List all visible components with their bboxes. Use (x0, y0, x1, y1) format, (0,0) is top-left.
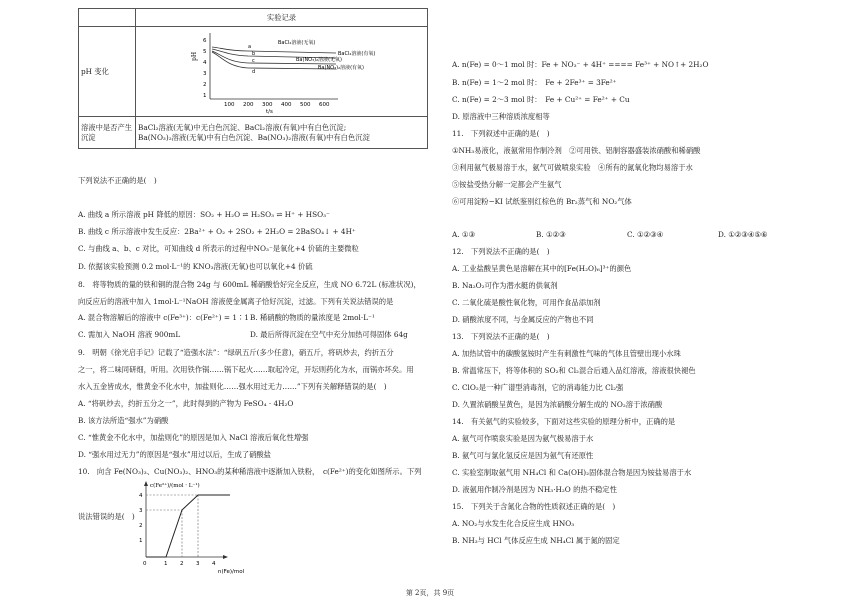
ph-xtick: 600 (319, 101, 330, 108)
fe-xtick: 4 (212, 561, 216, 567)
precipitate-row-label: 溶液中是否产生沉淀 (79, 117, 136, 149)
q11-option-a: A. ①③ (452, 230, 475, 239)
curve-label: BaCl₂溶液(有氧) (338, 50, 376, 57)
q11-item-3: ⑤铵盐受热分解一定都会产生氨气 (452, 180, 562, 189)
q15-option-a: A. NO₂与水发生化合反应生成 HNO₃ (452, 519, 575, 528)
ph-ylabel: pH (191, 51, 198, 61)
ph-xlabel: t/s (266, 108, 273, 115)
q11-option-c: C. ①②③④ (627, 230, 664, 239)
q14-option-b: B. 氨气可与氯化氢反应是因为氨气有还原性 (452, 451, 594, 460)
fe-xlabel: n(Fe)/mol (218, 569, 245, 575)
q9-line-2: 之一，将二味同研细，听用。次用铁作锅……锅下起火……取起冷定，开坛则药化为水，而锅亦坏矣。用 (78, 365, 414, 374)
q13-option-d: D. 久置浓硝酸呈黄色，是因为浓硝酸分解生成的 NO₂溶于浓硝酸 (452, 400, 663, 409)
fe-xtick: 1 (164, 561, 168, 567)
table-corner (79, 9, 136, 27)
q9-option-c: C. “惟黄金不化水中，加盐则化”的原因是加入 NaCl 溶液后氧化性增强 (78, 433, 309, 442)
q7-option-a: A. 曲线 a 所示溶液 pH 降低的原因：SO₂ + H₂O ⇌ H₂SO₃ ⇌ H⁺ + HSO₃⁻ (78, 210, 330, 219)
page-footer: 第 2页，共 9页 (405, 589, 455, 597)
fe-ytick: 3 (139, 508, 143, 514)
fe-xtick: 0 (143, 561, 147, 567)
q11-item-1: ①NH₃易液化，液氨常用作制冷剂 ②可用铁、铝制容器盛装浓硝酸和稀硝酸 (452, 146, 701, 155)
q12-option-b: B. Na₂O₂可作为潜水艇的供氧剂 (452, 281, 558, 290)
q13-option-c: C. ClO₂是一种广谱型消毒剂，它的消毒能力比 Cl₂强 (452, 383, 624, 392)
ph-ytick: 4 (203, 59, 207, 66)
q7-option-c: C. 与曲线 a、b、c 对比，可知曲线 d 所表示的过程中NO₃⁻是氧化+4 价硫的主要微粒 (78, 244, 359, 253)
curve-a (212, 47, 336, 53)
fe-graph (134, 479, 252, 575)
ph-graph-cell (136, 27, 428, 117)
table-header: 实验记录 (136, 9, 428, 27)
ph-row-label: pH 变化 (79, 27, 136, 117)
ph-xtick: 200 (243, 101, 254, 108)
curve-letter: d (252, 68, 256, 75)
q13-option-a: A. 加热试管中的碳酸氢铵时产生有刺激性气味的气体且管壁出现小水珠 (452, 349, 681, 358)
experiment-table (78, 8, 428, 149)
q14-stem: 14. 有关氨气的实验较多，下面对这些实验的原理分析中，正确的是 (452, 417, 676, 426)
q11-option-b: B. ①②③ (536, 230, 566, 239)
q14-option-c: C. 实验室制取氨气用 NH₄Cl 和 Ca(OH)₂固体混合物是因为铵盐易溶于水 (452, 468, 692, 477)
curve-letter: b (252, 50, 256, 57)
curve-label: Ba(NO₃)₂溶液(有氧) (318, 64, 364, 71)
q7-option-b: B. 曲线 c 所示溶液中发生反应：2Ba²⁺ + O₂ + 2SO₂ + 2H₂O = 2BaSO₄↓ + 4H⁺ (78, 227, 356, 236)
q10-option-c: C. n(Fe) = 2～3 mol 时： Fe + Cu²⁺ = Fe²⁺ + Cu (452, 95, 630, 104)
q11-item-2: ③利用氨气极易溶于水，氨气可做喷泉实验 ④所有的氮氧化物均易溶于水 (452, 163, 693, 172)
q12-option-c: C. 二氧化硫是酸性氧化物，可用作食品添加剂 (452, 298, 601, 307)
fe-ytick: 4 (139, 493, 143, 499)
curve-label: BaCl₂溶液(无氧) (278, 39, 316, 46)
q8-line-1: 8. 将等物质的量的铁和铜的混合物 24g 与 600mL 稀硝酸恰好完全反应，生成 NO 6.72L (标准状况)， (78, 280, 421, 289)
ph-ytick: 5 (203, 48, 207, 55)
q12-option-d: D. 硝酸浓度不同，与金属反应的产物也不同 (452, 315, 594, 324)
precipitate-line-2: Ba(NO₃)₂溶液(无氧)中有白色沉淀、Ba(NO₃)₂溶液(有氧)中有白色沉淀 (138, 132, 370, 142)
q8-line-2: 向反应后的溶液中加入 1mol·L⁻¹NaOH 溶液使金属离子恰好沉淀，过滤。下列有关说法错误的是 (78, 297, 394, 306)
q13-stem: 13. 下列说法不正确的是( ) (452, 332, 550, 341)
q12-option-a: A. 工业盐酸呈黄色是溶解在其中的[Fe(H₂O)₆]³⁺的颜色 (452, 264, 632, 273)
q10-line-2: 说法错误的是( ) (78, 512, 135, 521)
curve-label: Ba(NO₃)₂溶液(无氧) (296, 56, 342, 63)
q15-stem: 15. 下列关于含氮化合物的性质叙述正确的是( ) (452, 502, 616, 511)
ph-ytick: 1 (203, 92, 207, 99)
q10-option-d: D. 原溶液中三种溶质浓度相等 (452, 112, 550, 121)
precipitate-cell (136, 117, 428, 149)
q11-item-4: ⑥可用淀粉−KI 试纸鉴别红棕色的 Br₂蒸气和 NO₂气体 (452, 197, 632, 206)
q9-option-a: A. “将矾炒去，约折五分之一”，此时得到的产物为 FeSO₄ · 4H₂O (78, 399, 294, 408)
q14-option-d: D. 液氨用作制冷剂是因为 NH₃·H₂O 的热不稳定性 (452, 485, 617, 494)
ph-xtick: 400 (281, 101, 292, 108)
q7-stem: 下列说法不正确的是( ) (78, 176, 157, 185)
q8-option-b: B. 稀硝酸的物质的量浓度是 2mol·L⁻¹ (250, 313, 375, 322)
ph-xtick: 300 (262, 101, 273, 108)
fe-ytick: 1 (139, 538, 143, 544)
ph-xtick: 100 (224, 101, 235, 108)
curve-letter: a (248, 43, 252, 50)
q12-stem: 12. 下列说法不正确的是( ) (452, 247, 550, 256)
q9-line-3: 水入五金皆成水，惟黄金不化水中，加盐则化……强水用过无力……”下列有关解释错误的是( ) (78, 382, 387, 391)
q9-option-b: B. 该方法所造“强水”为硝酸 (78, 416, 169, 425)
ph-ytick: 3 (203, 70, 207, 77)
q11-stem: 11. 下列叙述中正确的是( ) (452, 129, 550, 138)
q10-option-a: A. n(Fe) = 0～1 mol 时：Fe + NO₃⁻ + 4H⁺ ==== Fe³⁺ + NO↑+ 2H₂O (452, 60, 709, 69)
ph-ytick: 2 (203, 81, 207, 88)
q8-option-c: C. 需加入 NaOH 溶液 900mL (78, 330, 181, 339)
q8-option-d: D. 最后所得沉淀在空气中充分加热可得固体 64g (250, 330, 408, 339)
precipitate-line-1: BaCl₂溶液(无氧)中无白色沉淀、BaCl₂溶液(有氧)中有白色沉淀; (138, 122, 347, 132)
q11-option-d: D. ①②③④⑤⑥ (718, 230, 768, 239)
q7-option-d: D. 依据该实验预测 0.2 mol·L⁻¹的 KNO₃溶液(无氧)也可以氧化+4 价硫 (78, 262, 313, 271)
q13-option-b: B. 常温常压下，将等体积的 SO₂和 Cl₂混合后通入品红溶液，溶液很快褪色 (452, 366, 696, 375)
q10-option-b: B. n(Fe) = 1～2 mol 时： Fe + 2Fe³⁺ = 3Fe²⁺ (452, 78, 617, 87)
q15-option-b: B. NH₃与 HCl 气体反应生成 NH₄Cl 属于氮的固定 (452, 536, 620, 545)
q8-option-a: A. 混合物溶解后的溶液中 c(Fe³⁺)：c(Fe²⁺) = 1∶1 (78, 313, 249, 322)
fe-ylabel: c(Fe²⁺)/(mol · L⁻¹) (150, 483, 200, 489)
fe-xtick: 3 (196, 561, 200, 567)
curve-letter: c (252, 57, 255, 64)
q9-option-d: D. “强水用过无力”的原因是“强水”用过以后，生成了硝酸盐 (78, 450, 271, 459)
ph-ytick: 6 (203, 37, 207, 44)
fe-xtick: 2 (180, 561, 184, 567)
ph-xtick: 500 (300, 101, 311, 108)
q9-line-1: 9. 明朝《徐光启手记》记载了“造强水法”：“绿矾五斤(多少任意)，硝五斤，将矾炒去，约折五分 (78, 348, 394, 357)
ph-graph (188, 29, 388, 115)
q10-line-1: 10. 向含 Fe(NO₃)₃、Cu(NO₃)₂、HNO₃的某种稀溶液中逐渐加入铁粉， c(Fe²⁺)的变化如图所示。下列 (78, 467, 422, 476)
fe-ytick: 2 (139, 523, 143, 529)
q14-option-a: A. 氨气可作喷泉实验是因为氨气极易溶于水 (452, 434, 594, 443)
